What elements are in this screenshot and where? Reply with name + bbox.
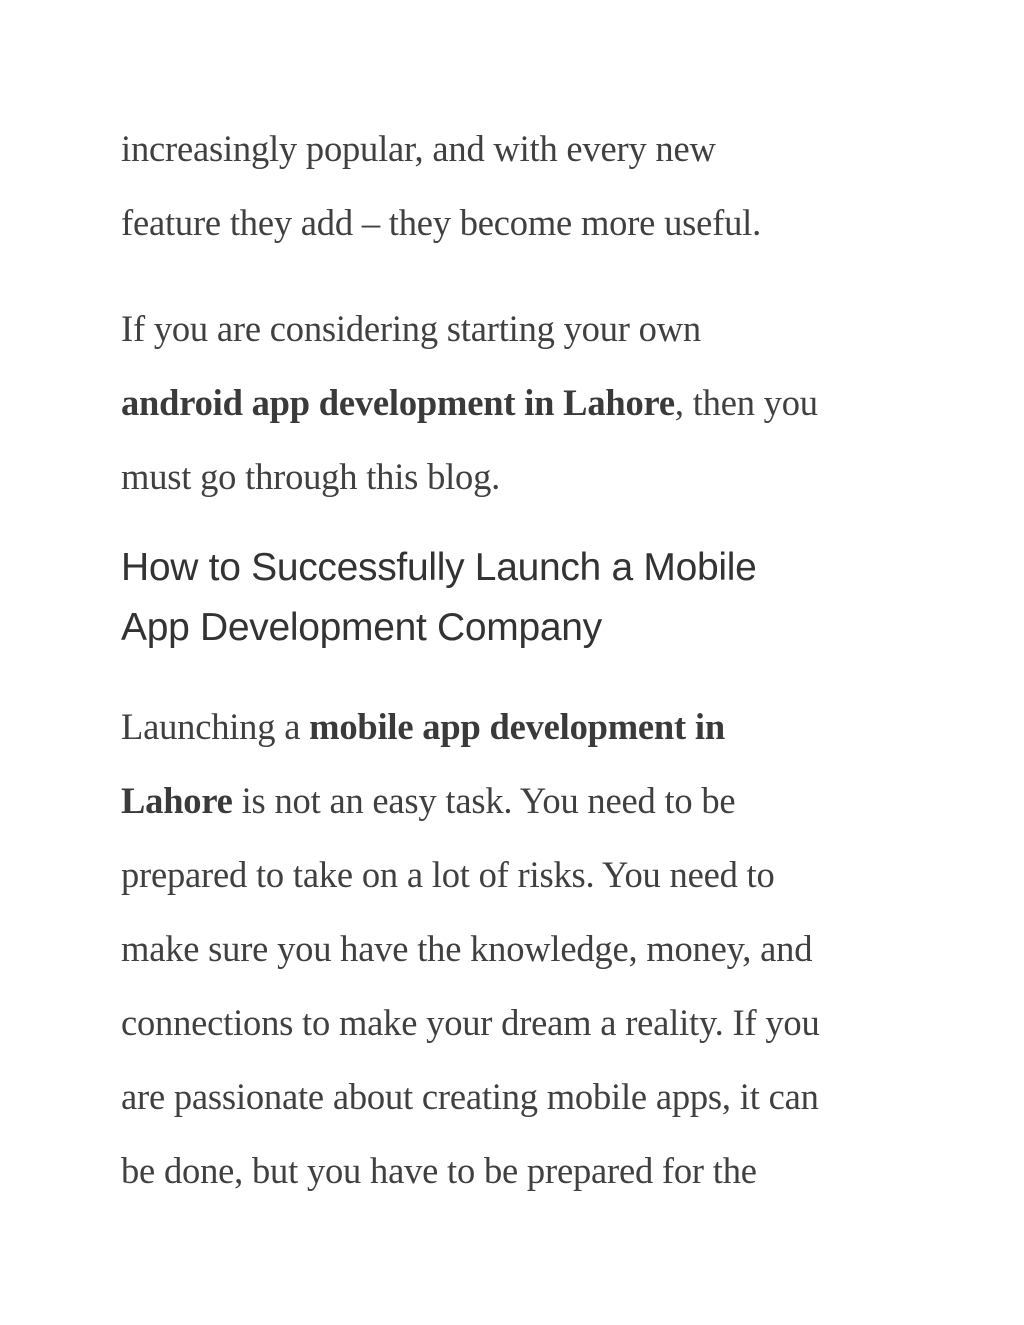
paragraph-intro-continued	[121, 112, 921, 260]
text-line: If you are considering starting your own	[121, 308, 701, 349]
text-line	[121, 366, 921, 440]
text-fragment: Launching a	[121, 706, 310, 747]
text-line: increasingly popular, and with every new	[121, 128, 716, 169]
heading-line: App Development Company	[121, 606, 602, 649]
text-line: connections to make your dream a reality. If you	[121, 1002, 820, 1043]
text-fragment: is not an easy task. You need to be	[232, 780, 736, 821]
text-line	[121, 764, 921, 838]
bold-keyword: mobile app development in	[309, 706, 725, 747]
text-fragment: , then you	[674, 382, 818, 423]
text-line: are passionate about creating mobile apps, it can	[121, 1076, 819, 1117]
paragraph-launching	[121, 690, 921, 1208]
text-line: prepared to take on a lot of risks. You need to	[121, 854, 775, 895]
text-line	[121, 690, 921, 764]
bold-keyword: Lahore	[121, 780, 233, 821]
text-line: feature they add – they become more useful.	[121, 202, 762, 243]
paragraph-considering	[121, 292, 921, 514]
bold-keyword: android app development in Lahore	[121, 382, 675, 423]
text-line: must go through this blog.	[121, 456, 501, 497]
text-line: be done, but you have to be prepared for the	[121, 1150, 757, 1191]
heading-line: How to Successfully Launch a Mobile	[121, 546, 757, 589]
text-line: make sure you have the knowledge, money, and	[121, 928, 813, 969]
section-heading	[121, 538, 921, 658]
page-content	[121, 112, 921, 1208]
